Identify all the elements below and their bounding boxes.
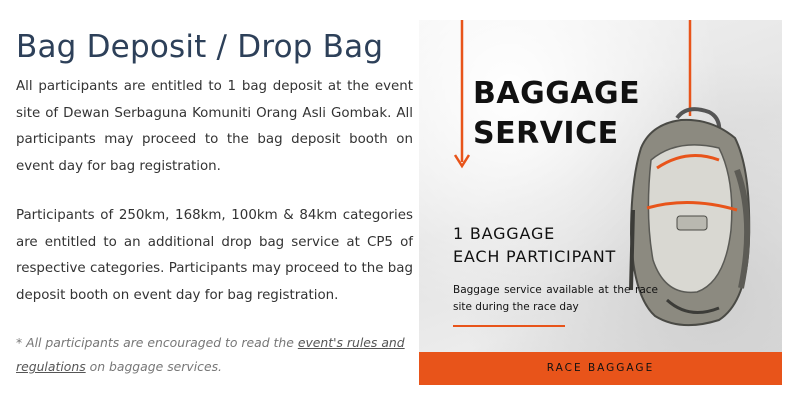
rules-regulations-link[interactable]: event's rules and regulations xyxy=(16,335,405,374)
banner-title-line2: SERVICE xyxy=(473,116,619,151)
rules-note xyxy=(16,331,416,379)
banner-description: Baggage service available at the race site during the race day xyxy=(453,284,658,313)
banner-subtitle-line2: EACH PARTICIPANT xyxy=(453,247,617,266)
baggage-service-banner xyxy=(419,20,782,385)
banner-footer: RACE BAGGAGE xyxy=(419,352,782,385)
banner-subtitle-line1: 1 BAGGAGE xyxy=(453,224,556,243)
rules-note-prefix: * All participants are encouraged to read the xyxy=(16,335,298,350)
drop-bag-paragraph: Participants of 250km, 168km, 100km & 84km categories are entitled to an additional drop bag service at CP5 of respective categories. Participants may proceed to the bag deposit booth on event day for bag registration. xyxy=(16,208,413,303)
banner-divider xyxy=(453,325,565,327)
rules-note-suffix: on baggage services. xyxy=(85,359,222,374)
banner-title xyxy=(473,74,640,154)
intro-paragraph: All participants are entitled to 1 bag deposit at the event site of Dewan Serbaguna Komuniti Orang Asli Gombak. All participants may proceed to the bag deposit booth on event day for bag registration. xyxy=(16,79,413,174)
page-title: Bag Deposit / Drop Bag xyxy=(16,28,384,65)
banner-subtitle xyxy=(453,222,616,268)
banner-title-line1: BAGGAGE xyxy=(473,76,641,111)
